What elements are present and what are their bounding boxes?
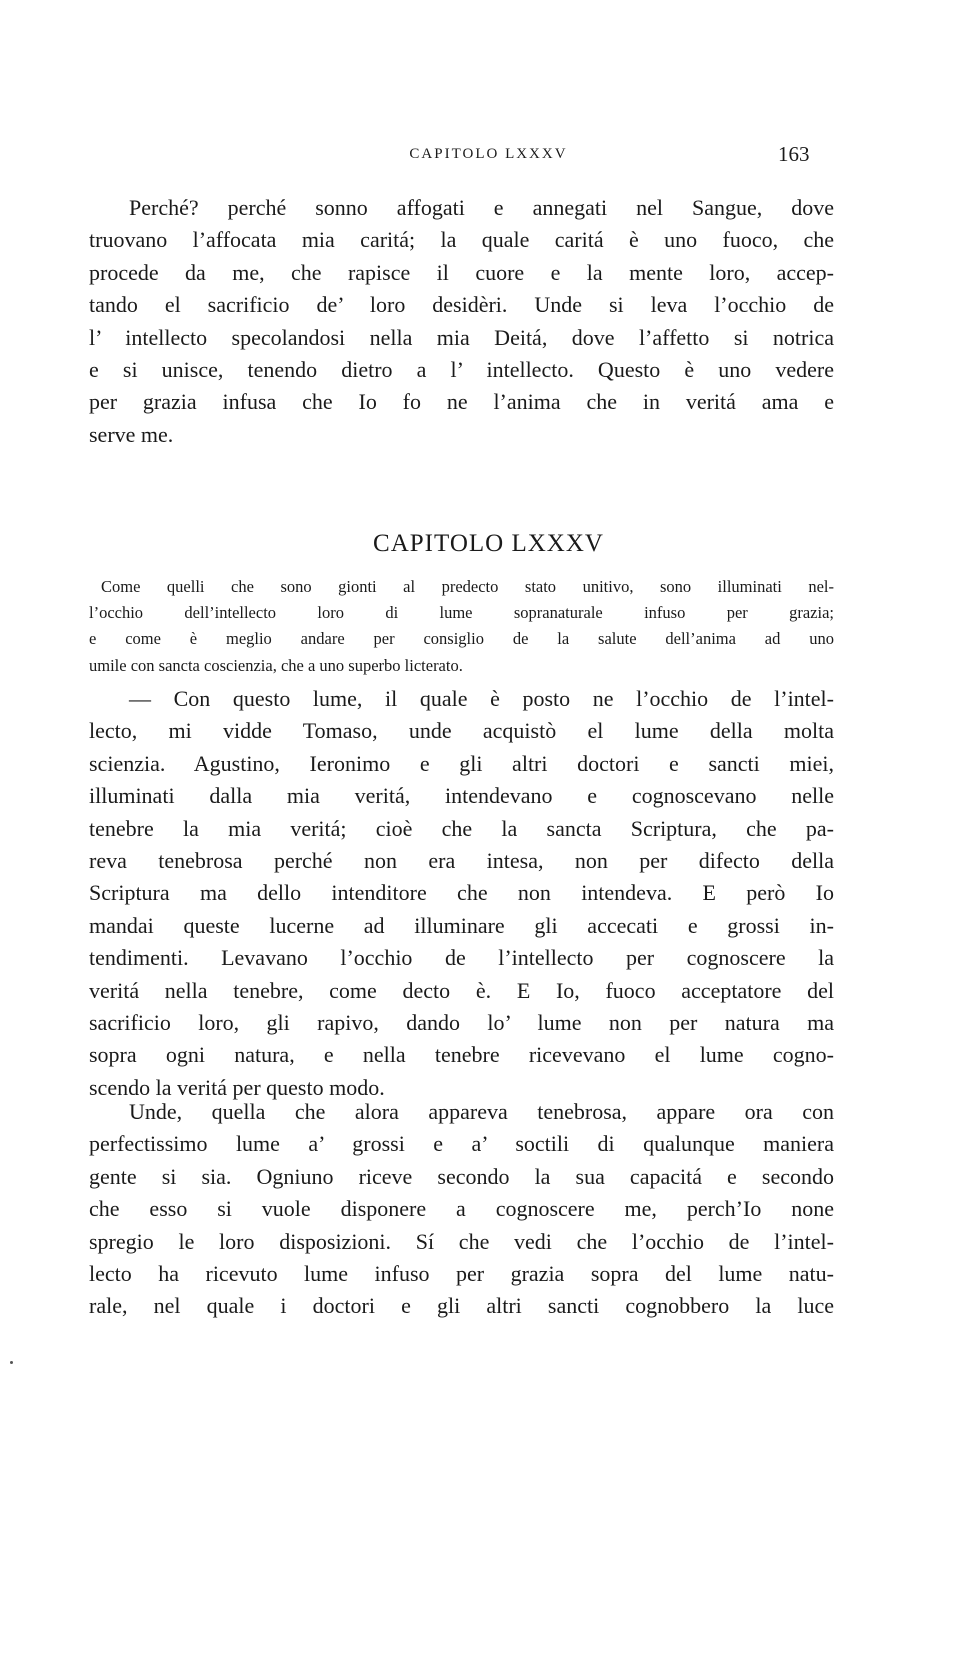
text-line: l’ intellecto specolandosi nella mia Deitá, dove l’affetto si notrica <box>89 324 834 350</box>
chapter-title: CAPITOLO LXXXV <box>373 530 604 557</box>
text-line: tendimenti. Levavano l’occhio de l’intellecto per cognoscere la <box>89 945 834 971</box>
text-line: serve me. <box>89 421 174 447</box>
text-line: sopra ogni natura, e nella tenebre ricevevano el lume cogno- <box>89 1042 834 1068</box>
text-line: sacrificio loro, gli rapivo, dando lo’ lume non per natura ma <box>89 1010 834 1036</box>
text-line: scienzia. Agustino, Ieronimo e gli altri doctori e sancti miei, <box>89 750 834 776</box>
text-line: gente si sia. Ogniuno riceve secondo la sua capacitá e secondo <box>89 1163 834 1189</box>
text-line: reva tenebrosa perché non era intesa, non per difecto della <box>89 848 834 874</box>
text-line: e si unisce, tenendo dietro a l’ intellecto. Questo è uno vedere <box>89 357 834 383</box>
page-header <box>0 138 977 168</box>
text-line: per grazia infusa che Io fo ne l’anima che in veritá ama e <box>89 389 834 415</box>
chapter-summary <box>89 574 834 679</box>
paragraph-body <box>89 1096 834 1323</box>
text-line: lecto, mi vidde Tomaso, unde acquistò el lume della molta <box>89 718 834 744</box>
paragraph-body <box>89 683 834 1104</box>
text-line: Unde, quella che alora appareva tenebrosa, appare ora con <box>129 1099 834 1124</box>
text-line: lecto ha ricevuto lume infuso per grazia sopra del lume natu- <box>89 1261 834 1287</box>
text-line: rale, nel quale i doctori e gli altri sancti cognobbero la luce <box>89 1293 834 1319</box>
summary-line: umile con sancta coscienzia, che a uno superbo licterato. <box>89 655 463 675</box>
paragraph-continued <box>89 192 834 451</box>
text-line: spregio le loro disposizioni. Sí che vedi che l’occhio de l’intel- <box>89 1228 834 1254</box>
text-line: Scriptura ma dello intenditore che non intendeva. E però Io <box>89 880 834 906</box>
summary-line: Come quelli che sono gionti al predecto stato unitivo, sono illuminati nel- <box>101 577 834 596</box>
summary-line: l’occhio dell’intellecto loro di lume sopranaturale infuso per grazia; <box>89 603 834 623</box>
text-line: procede da me, che rapisce il cuore e la mente loro, accep- <box>89 259 834 285</box>
text-line: scendo la veritá per questo modo. <box>89 1074 385 1100</box>
text-line: veritá nella tenebre, come decto è. E Io, fuoco acceptatore del <box>89 977 834 1003</box>
text-line: truovano l’affocata mia caritá; la quale caritá è uno fuoco, che <box>89 227 834 253</box>
page-number: 163 <box>778 142 810 166</box>
text-line: Perché? perché sonno affogati e annegati nel Sangue, dove <box>129 195 834 220</box>
text-line: — Con questo lume, il quale è posto ne l’occhio de l’intel- <box>129 686 834 711</box>
text-line: tando el sacrificio de’ loro desidèri. Unde si leva l’occhio de <box>89 292 834 318</box>
text-line: mandai queste lucerne ad illuminare gli accecati e grossi in- <box>89 912 834 938</box>
scan-speck <box>10 1361 13 1364</box>
text-line: perfectissimo lume a’ grossi e a’ soctili di qualunque maniera <box>89 1131 834 1157</box>
running-head: CAPITOLO LXXXV <box>409 146 568 162</box>
text-line: che esso si vuole disponere a cognoscere me, perch’Io none <box>89 1196 834 1222</box>
summary-line: e come è meglio andare per consiglio de la salute dell’anima ad uno <box>89 629 834 649</box>
text-line: tenebre la mia veritá; cioè che la sancta Scriptura, che pa- <box>89 815 834 841</box>
text-line: illuminati dalla mia veritá, intendevano e cognoscevano nelle <box>89 783 834 809</box>
